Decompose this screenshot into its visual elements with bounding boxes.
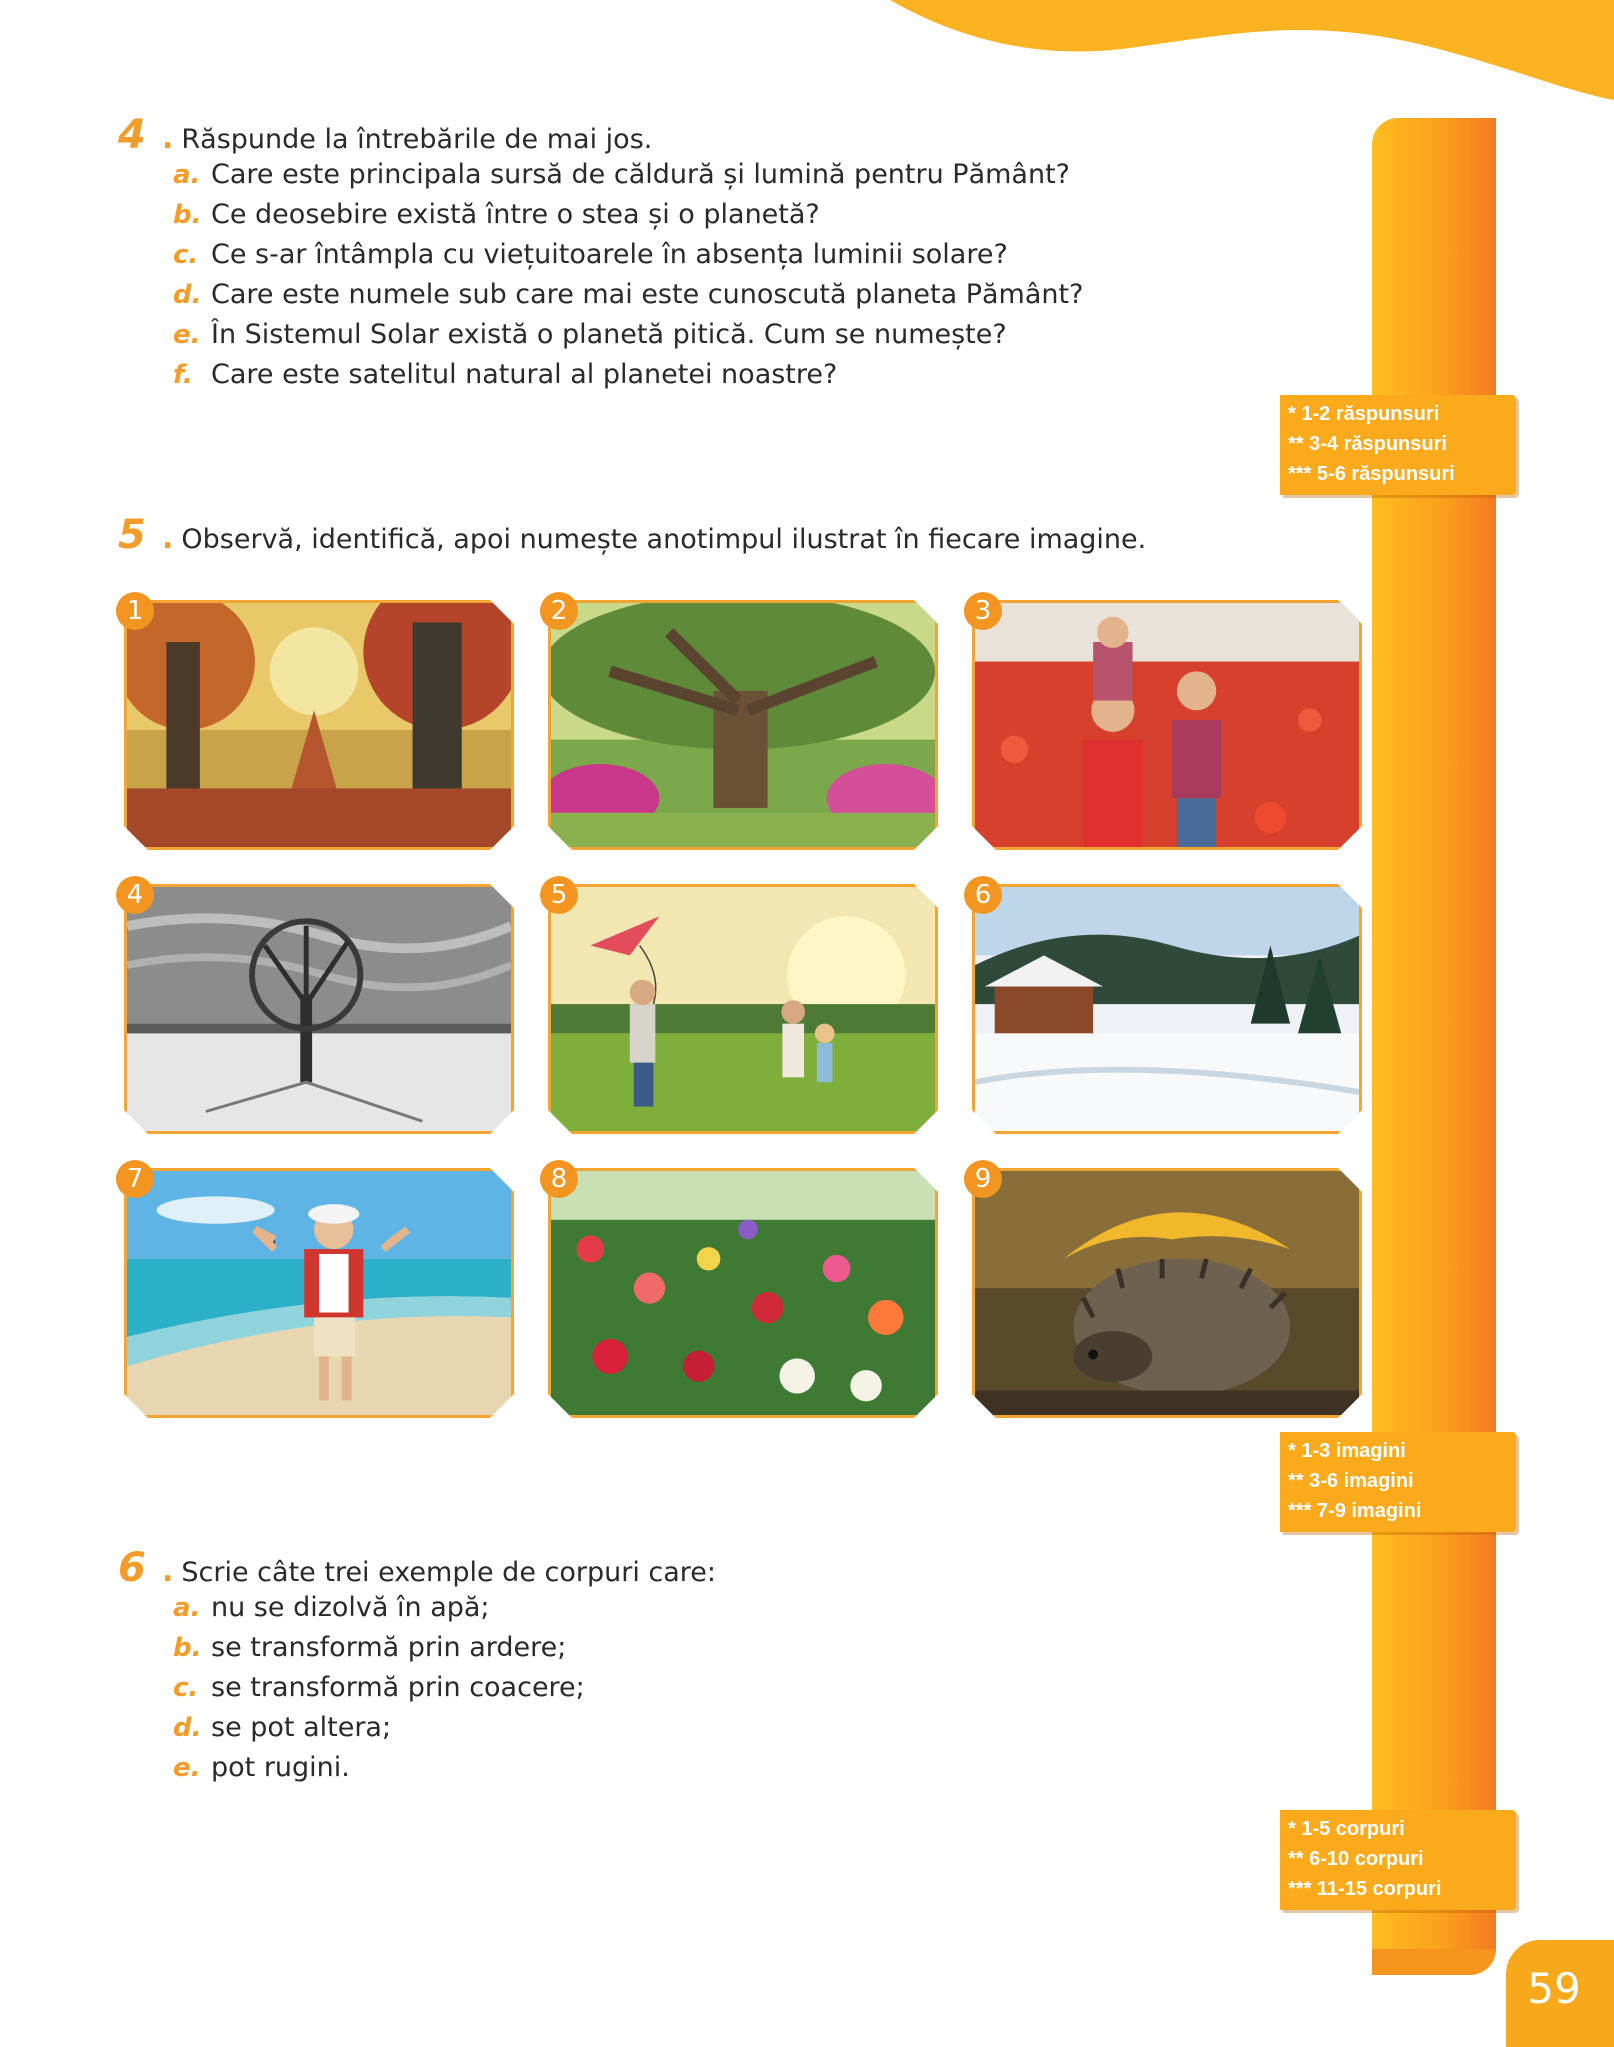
- scoring-line: ** 3-4 răspunsuri: [1288, 433, 1447, 455]
- scoring-note-exercise-6: [1280, 1810, 1516, 1910]
- photo-badge: 2: [540, 592, 578, 630]
- list-item: [173, 315, 1083, 355]
- photo-winter-bare-tree: [124, 884, 514, 1134]
- item-text: nu se dizolvă în apă;: [211, 1592, 490, 1623]
- question-list: [118, 1588, 716, 1788]
- exercise-dot: .: [162, 121, 174, 156]
- list-item: [173, 1748, 716, 1788]
- top-wave-decoration: [0, 0, 1614, 110]
- side-band-decoration: [1372, 118, 1496, 1953]
- scoring-note-exercise-4: [1280, 395, 1516, 495]
- item-letter: b.: [173, 200, 202, 230]
- scoring-line: *** 11-15 corpuri: [1288, 1878, 1442, 1900]
- item-text: Ce s-ar întâmpla cu viețuitoarele în absența luminii solare?: [211, 239, 1008, 270]
- scoring-line: *** 5-6 răspunsuri: [1288, 463, 1455, 485]
- photo-badge: 3: [964, 592, 1002, 630]
- photo-family-flying-kite: [548, 884, 938, 1134]
- item-letter: d.: [173, 280, 202, 310]
- photo-child-on-beach: [124, 1168, 514, 1418]
- photo-badge: 7: [116, 1160, 154, 1198]
- scoring-note-exercise-5: [1280, 1432, 1516, 1532]
- exercise-5: [118, 512, 1147, 558]
- item-letter: e.: [173, 1753, 201, 1783]
- item-letter: b.: [173, 1633, 202, 1663]
- item-text: Care este principala sursă de căldură și lumină pentru Pământ?: [211, 159, 1071, 190]
- item-text: se pot altera;: [211, 1712, 392, 1743]
- photo-badge: 4: [116, 876, 154, 914]
- item-text: În Sistemul Solar există o planetă pitică. Cum se numește?: [211, 319, 1007, 350]
- exercise-dot: .: [162, 521, 174, 556]
- item-text: se transformă prin coacere;: [211, 1672, 585, 1703]
- list-item: [173, 235, 1083, 275]
- item-text: Ce deosebire există între o stea și o planetă?: [211, 199, 820, 230]
- item-text: pot rugini.: [211, 1752, 350, 1783]
- scoring-line: * 1-2 răspunsuri: [1288, 403, 1440, 425]
- photo-family-poppy-field: [972, 600, 1362, 850]
- exercise-4: [118, 112, 1084, 395]
- photo-snowy-cabin: [972, 884, 1362, 1134]
- item-letter: a.: [173, 160, 201, 190]
- exercise-prompt: Observă, identifică, apoi numește anotimpul ilustrat în fiecare imagine.: [181, 524, 1147, 555]
- item-text: se transformă prin ardere;: [211, 1632, 567, 1663]
- photo-badge: 8: [540, 1160, 578, 1198]
- item-letter: a.: [173, 1593, 201, 1623]
- item-letter: c.: [173, 240, 199, 270]
- list-item: [173, 1708, 716, 1748]
- item-letter: f.: [173, 360, 193, 390]
- photo-badge: 6: [964, 876, 1002, 914]
- scoring-line: * 1-5 corpuri: [1288, 1818, 1405, 1840]
- scoring-line: ** 6-10 corpuri: [1288, 1848, 1424, 1870]
- item-text: Care este numele sub care mai este cunoscută planeta Pământ?: [211, 279, 1084, 310]
- exercise-number: 6: [118, 1545, 146, 1591]
- page-number: 59: [1527, 1964, 1581, 2013]
- exercise-prompt: Scrie câte trei exemple de corpuri care:: [181, 1557, 717, 1588]
- question-list: [118, 155, 1083, 395]
- list-item: [173, 195, 1083, 235]
- page-number-tab: [1506, 1940, 1614, 2047]
- scoring-line: *** 7-9 imagini: [1288, 1500, 1422, 1522]
- photo-badge: 1: [116, 592, 154, 630]
- list-item: [173, 1628, 716, 1668]
- photo-hedgehog-under-leaf: [972, 1168, 1362, 1418]
- photo-badge: 5: [540, 876, 578, 914]
- photo-tulip-flower-field: [548, 1168, 938, 1418]
- photo-spring-blossoming-tree: [548, 600, 938, 850]
- list-item: [173, 275, 1083, 315]
- item-text: Care este satelitul natural al planetei noastre?: [211, 359, 838, 390]
- list-item: [173, 1668, 716, 1708]
- photo-autumn-forest-path: [124, 600, 514, 850]
- exercise-6: [118, 1545, 717, 1788]
- item-letter: c.: [173, 1673, 199, 1703]
- list-item: [173, 355, 1083, 395]
- exercise-number: 5: [118, 512, 146, 558]
- exercise-dot: .: [162, 1554, 174, 1589]
- list-item: [173, 155, 1083, 195]
- list-item: [173, 1588, 716, 1628]
- photo-badge: 9: [964, 1160, 1002, 1198]
- scoring-line: * 1-3 imagini: [1288, 1440, 1406, 1462]
- scoring-line: ** 3-6 imagini: [1288, 1470, 1414, 1492]
- item-letter: d.: [173, 1713, 202, 1743]
- item-letter: e.: [173, 320, 201, 350]
- exercise-number: 4: [118, 112, 146, 158]
- exercise-prompt: Răspunde la întrebările de mai jos.: [181, 124, 653, 155]
